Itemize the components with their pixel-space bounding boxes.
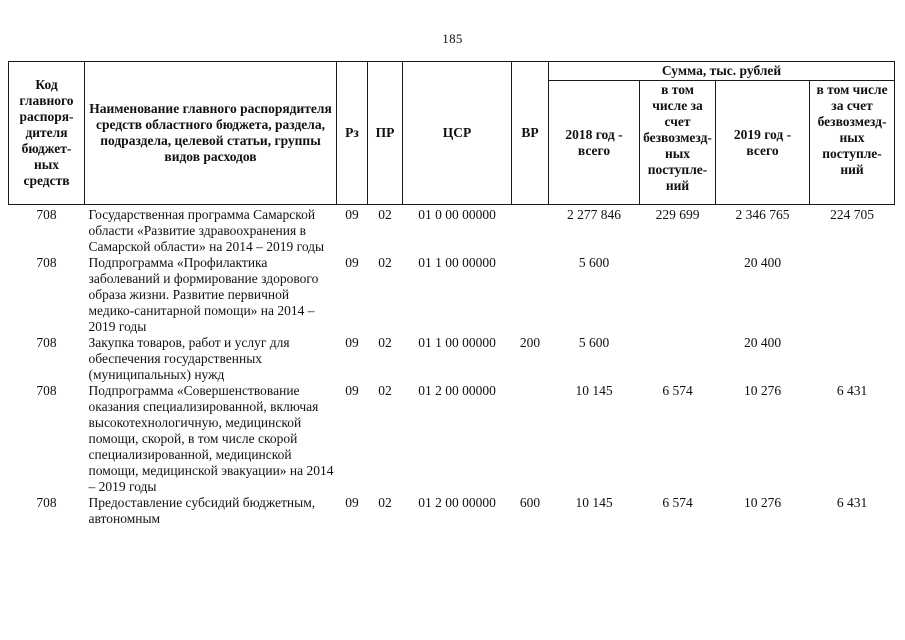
cell-pr: 02 (378, 335, 392, 350)
page-number: 185 (442, 31, 463, 46)
table-header (9, 62, 895, 205)
header-sum-group: Сумма, тыс. рублей (549, 62, 895, 81)
cell-2019-free (810, 335, 895, 383)
cell-pr: 02 (378, 495, 392, 510)
cell-2019-total: 10 276 (743, 495, 782, 510)
header-code: Код главного распоря-дителя бюджет-ных средств (9, 62, 85, 205)
cell-2018-free: 229 699 (655, 207, 700, 222)
cell-2019-free: 224 705 (830, 207, 874, 222)
cell-code: 708 (36, 255, 57, 270)
cell-name: Предоставление субсидий бюджетным, автономным (88, 495, 316, 526)
cell-2019-total: 20 400 (743, 335, 782, 350)
header-2019-total: 2019 год - всего (716, 81, 810, 205)
cell-2019-total: 2 346 765 (735, 207, 790, 222)
cell-pr: 02 (378, 207, 392, 222)
cell-2019-free: 6 431 (836, 383, 868, 398)
cell-2018-total: 2 277 846 (567, 207, 621, 222)
cell-2019-free: 6 431 (836, 495, 868, 510)
cell-2018-free: 6 574 (662, 383, 693, 398)
cell-rz: 09 (345, 335, 359, 350)
cell-2018-total: 5 600 (578, 335, 610, 350)
cell-2018-total: 10 145 (575, 495, 613, 510)
cell-2018-total: 10 145 (575, 383, 613, 398)
budget-table-container (8, 61, 894, 527)
cell-2018-total: 5 600 (578, 255, 610, 270)
cell-2019-total: 10 276 (743, 383, 782, 398)
header-vr: ВР (512, 62, 549, 205)
cell-rz: 09 (345, 207, 359, 222)
cell-code: 708 (36, 335, 57, 350)
table-row (9, 383, 895, 495)
table-row (9, 335, 895, 383)
cell-rz: 09 (345, 255, 359, 270)
header-csr: ЦСР (403, 62, 512, 205)
header-2019-free: в том числе за счет безвозмезд-ных поступле-ний (810, 81, 895, 205)
cell-csr: 01 2 00 00000 (418, 495, 496, 510)
cell-2019-total: 20 400 (743, 255, 782, 270)
cell-name: Подпрограмма «Совершенствование оказания специализированной, включая высокотехнологичную, медицинской помощи, скорой, в том числе скорой специализированной, медицинской помощи, медицинской эвакуации» на 2014 – 2019 годы (88, 383, 334, 494)
table-row (9, 205, 895, 256)
table-row (9, 255, 895, 335)
cell-name: Государственная программа Самарской области «Развитие здравоохранения в Самарской области» на 2014 – 2019 годы (88, 207, 325, 254)
cell-name: Закупка товаров, работ и услуг для обеспечения государственных (муниципальных) нужд (88, 335, 290, 382)
cell-2018-free (640, 255, 716, 335)
cell-csr: 01 0 00 00000 (418, 207, 496, 222)
cell-csr: 01 1 00 00000 (418, 335, 496, 350)
cell-csr: 01 2 00 00000 (418, 383, 496, 398)
cell-code: 708 (36, 383, 57, 398)
cell-vr: 200 (519, 335, 541, 350)
header-2018-total: 2018 год - всего (549, 81, 640, 205)
cell-vr (512, 383, 549, 495)
header-rz: Рз (337, 62, 368, 205)
cell-csr: 01 1 00 00000 (418, 255, 496, 270)
cell-rz: 09 (345, 495, 359, 510)
cell-name: Подпрограмма «Профилактика заболеваний и формирование здорового образа жизни. Развитие первичной медико-санитарной помощи» на 2014 – 2019 годы (88, 255, 319, 334)
cell-code: 708 (36, 495, 57, 510)
budget-table (8, 61, 895, 527)
cell-vr: 600 (519, 495, 541, 510)
header-2018-free: в том числе за счет безвозмезд-ных поступле-ний (640, 81, 716, 205)
cell-2019-free (810, 255, 895, 335)
header-name: Наименование главного распорядителя средств областного бюджета, раздела, подраздела, целевой статьи, группы видов расходов (85, 62, 337, 205)
header-pr: ПР (368, 62, 403, 205)
table-row (9, 495, 895, 527)
cell-2018-free (640, 335, 716, 383)
cell-rz: 09 (345, 383, 359, 398)
cell-vr (512, 205, 549, 256)
cell-vr (512, 255, 549, 335)
cell-code: 708 (36, 207, 57, 222)
cell-2018-free: 6 574 (662, 495, 693, 510)
table-body (9, 205, 895, 528)
cell-pr: 02 (378, 383, 392, 398)
cell-pr: 02 (378, 255, 392, 270)
